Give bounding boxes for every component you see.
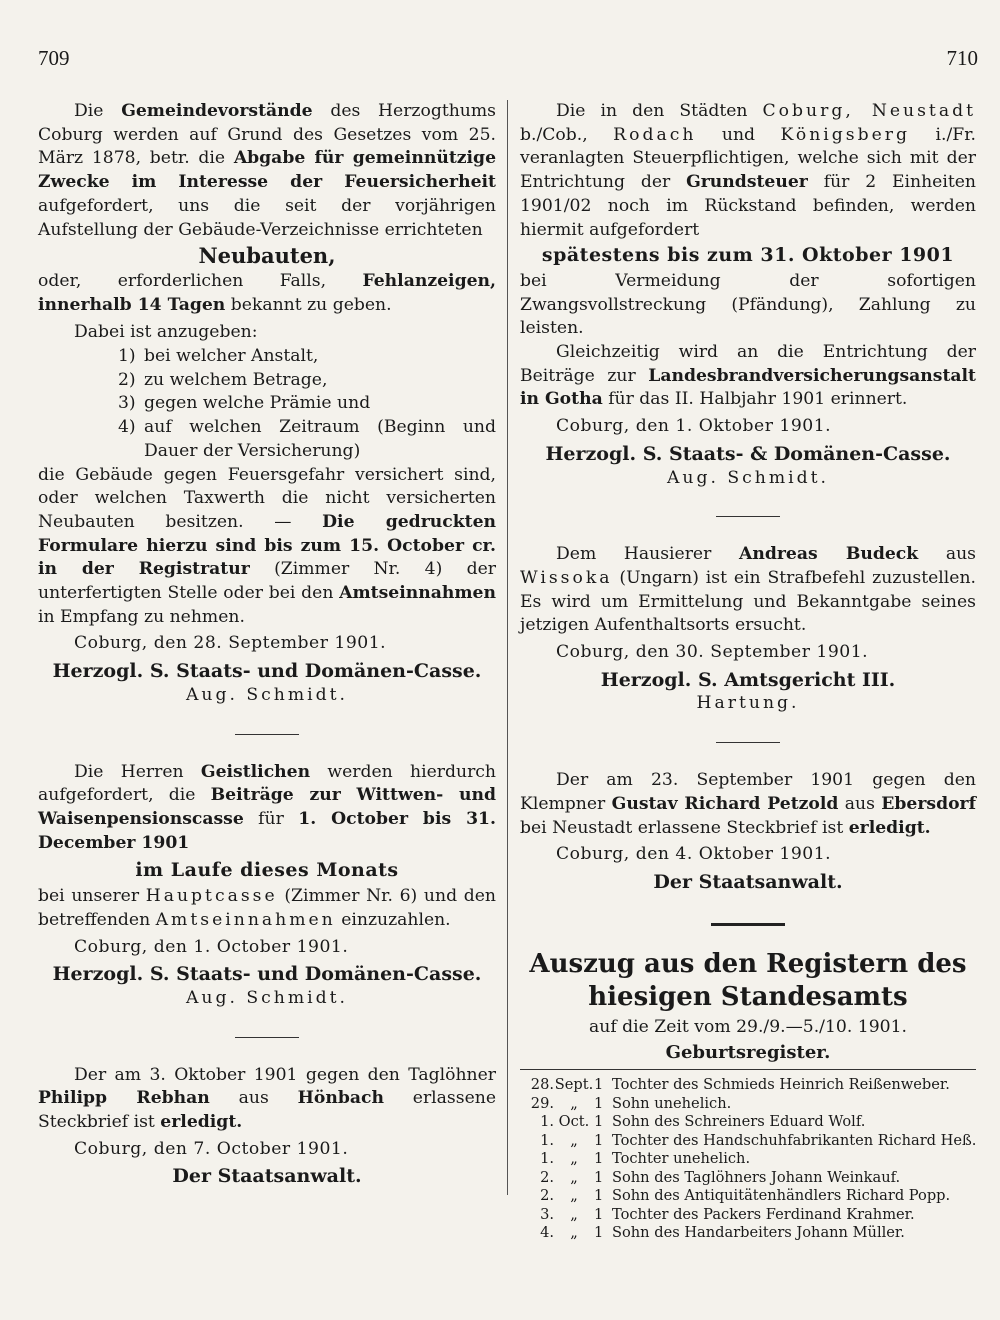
text: Der am 23. September 1901 gegen den Klempner [520, 770, 976, 814]
notice-paragraph [520, 543, 976, 638]
text: Die Herren [74, 761, 201, 782]
notice-budeck [520, 543, 976, 716]
text: Die in den Städten [556, 101, 763, 121]
notice-date: Coburg, den 1. Oktober 1901. [556, 416, 832, 437]
text: Gleichzeitig wird an die Entrichtung der Beiträge zur [520, 342, 976, 386]
text: (Zimmer Nr. 6) und den betreffenden [38, 886, 496, 930]
text: die Gebäude gegen Feuersgefahr versichert sind, oder welchen Taxwerth die nicht versicherten Neubauten besitzen. — [38, 464, 496, 532]
notice-paragraph: bei Vermeidung der sofortigen Zwangsvollstreckung (Pfändung), Zahlung zu leisten. [520, 270, 976, 339]
notice-paragraph [38, 1064, 496, 1135]
register-count: 1 [594, 1131, 604, 1149]
emphasis: Philipp Rebhan [38, 1088, 210, 1109]
signatory-name: Aug. Schmidt. [185, 684, 349, 705]
register-text: Sohn des Taglöhners Johann Weinkauf. [612, 1168, 901, 1186]
register-count: 1 [594, 1205, 604, 1223]
register-day: 1. [540, 1150, 554, 1168]
register-text: Tochter des Packers Ferdinand Krahmer. [612, 1205, 915, 1223]
text: erlassene Steckbrief ist [38, 1088, 496, 1133]
register-month: Oct. [558, 1113, 590, 1131]
list-item [118, 392, 496, 416]
list-number: 2) [118, 369, 136, 390]
register-count: 1 [594, 1094, 604, 1112]
text: in Empfang zu nehmen. [38, 606, 245, 627]
register-day: 29. [530, 1094, 554, 1112]
register-title: Auszug aus den Registern des hiesigen Standesamts [529, 948, 967, 1012]
emphasis: Ebersdorf [881, 793, 976, 814]
notice-signature: Herzogl. S. Staats- und Domänen-Casse. [52, 660, 482, 683]
spaced-text: Hauptcasse [145, 886, 278, 907]
notice-signature: Herzogl. S. Staats- & Domänen-Casse. [545, 442, 951, 465]
register-day: 2. [540, 1168, 554, 1186]
spaced-text: Rodach [613, 124, 697, 145]
text: oder, erforderlichen Falls, [38, 270, 363, 291]
notice-date: Coburg, den 1. October 1901. [74, 936, 349, 957]
register-month: „ [570, 1187, 578, 1205]
register-count: 1 [594, 1113, 604, 1131]
text: aus [838, 793, 882, 814]
register-text: Tochter des Handschuhfabrikanten Richard Heß. [612, 1131, 977, 1149]
emphasis: Beiträge zur Wittwen- und Waisenpensionscasse [38, 785, 496, 829]
page-number-left: 709 [38, 46, 70, 70]
text: Die [74, 101, 122, 121]
notice-signature: Herzogl. S. Amtsgericht III. [600, 668, 896, 691]
text: bei unserer [38, 886, 146, 907]
notice-paragraph [38, 464, 496, 630]
notice-petzold [520, 769, 976, 895]
spaced-text: Königsberg [780, 124, 911, 145]
list-intro: Dabei ist anzugeben: [74, 322, 258, 343]
register-month: „ [570, 1205, 578, 1223]
register-row [520, 1095, 976, 1114]
list-number: 1) [118, 346, 136, 367]
notice-signature: Der Staatsanwalt. [653, 870, 843, 893]
notice-paragraph [38, 885, 496, 932]
register-day: 1. [540, 1131, 554, 1149]
register-heading: Geburtsregister. [665, 1042, 831, 1064]
notice-geistliche [38, 761, 496, 1011]
separator [716, 516, 780, 517]
register-text: Tochter des Schmieds Heinrich Reißenweber. [612, 1076, 950, 1094]
register-month: Sept. [554, 1076, 594, 1094]
emphasis: Abgabe für gemeinnützige Zwecke im Interesse der Feuersicherheit [38, 148, 497, 193]
centered-heading: im Laufe dieses Monats [135, 859, 399, 882]
numbered-list [38, 345, 496, 464]
centered-heading: spätestens bis zum 31. Oktober 1901 [541, 244, 955, 267]
text: (Zimmer Nr. 4) der unterfertigten Stelle oder bei den [38, 559, 496, 604]
list-number: 4) [118, 417, 136, 438]
register-day: 1. [540, 1113, 554, 1131]
register-month: „ [570, 1094, 578, 1112]
register-text: Sohn des Handarbeiters Johann Müller. [612, 1224, 905, 1242]
register-count: 1 [594, 1150, 604, 1168]
register-count: 1 [594, 1224, 604, 1242]
emphasis: 1. October bis 31. December 1901 [38, 808, 497, 853]
register-month: „ [570, 1150, 578, 1168]
right-column [520, 100, 976, 1243]
notice-signature: Der Staatsanwalt. [172, 1165, 362, 1188]
text: für das II. Halbjahr 1901 erinnert. [602, 389, 908, 410]
emphasis: Gemeindevorstände [121, 101, 313, 121]
notice-paragraph [520, 769, 976, 840]
text: Dem Hausierer [556, 544, 739, 565]
notice-paragraph [520, 100, 976, 242]
emphasis: Gustav Richard Petzold [611, 793, 839, 814]
register-count: 1 [594, 1168, 604, 1186]
page-number-right: 710 [946, 46, 978, 70]
emphasis: Geistlichen [200, 761, 311, 782]
register-row [520, 1150, 976, 1169]
text: aufgefordert, uns die seit der vorjährigen Aufstellung der Gebäude-Verzeichnisse errichteten [38, 195, 496, 240]
register-row [520, 1076, 976, 1095]
emphasis: Amtseinnahmen [339, 583, 496, 604]
text: bei Neustadt erlassene Steckbrief ist [520, 817, 849, 838]
text: aus [918, 544, 976, 565]
list-text: gegen welche Prämie und [144, 393, 371, 414]
register-day: 28. [530, 1076, 554, 1094]
signatory-name: Hartung. [696, 693, 800, 714]
emphasis: Andreas Budeck [738, 544, 919, 565]
notice-date: Coburg, den 7. October 1901. [74, 1138, 349, 1159]
notice-rebhan [38, 1064, 496, 1190]
list-item [118, 345, 496, 369]
notice-paragraph [38, 100, 496, 242]
register-subtitle: auf die Zeit vom 29./9.—5./10. 1901. [589, 1016, 907, 1037]
register-row [520, 1169, 976, 1188]
register-section [520, 948, 976, 1243]
text: einzuzahlen. [335, 909, 451, 930]
register-day: 4. [540, 1224, 554, 1242]
emphasis: erledigt. [160, 1112, 243, 1133]
emphasis: Fehlanzeigen, innerhalb 14 Tagen [38, 270, 496, 315]
list-number: 3) [118, 393, 136, 414]
text: des Herzogthums Coburg werden auf Grund des Gesetzes vom 25. März 1878, betr. die [38, 101, 496, 169]
register-count: 1 [594, 1076, 604, 1094]
list-text: zu welchem Betrage, [144, 369, 328, 390]
register-list [520, 1076, 976, 1243]
text: und [696, 124, 781, 145]
register-text: Sohn des Schreiners Eduard Wolf. [612, 1113, 866, 1131]
text: aus [209, 1088, 298, 1109]
list-item [118, 369, 496, 393]
centered-heading: Neubauten, [198, 243, 336, 269]
section-separator [711, 923, 785, 926]
emphasis: Landesbrandversicherungsanstalt in Gotha [520, 365, 976, 410]
spaced-text: Wissoka [520, 567, 613, 588]
register-row [520, 1132, 976, 1151]
spaced-text: Coburg, Neustadt [762, 101, 976, 121]
notice-paragraph [38, 270, 496, 317]
signatory-name: Aug. Schmidt. [185, 987, 349, 1008]
column-divider [507, 100, 508, 1195]
register-month: „ [570, 1131, 578, 1149]
register-row [520, 1113, 976, 1132]
register-day: 3. [540, 1205, 554, 1223]
notice-paragraph [520, 341, 976, 412]
separator [235, 1037, 299, 1038]
signatory-name: Aug. Schmidt. [666, 467, 830, 488]
notice-paragraph [38, 761, 496, 856]
register-month: „ [570, 1168, 578, 1186]
notice-grundsteuer [520, 100, 976, 490]
register-month: „ [570, 1224, 578, 1242]
register-row [520, 1187, 976, 1206]
text: Der am 3. Oktober 1901 gegen den Taglöhner [74, 1064, 496, 1085]
spaced-text: Amtseinnahmen [155, 909, 336, 930]
notice-date: Coburg, den 30. September 1901. [556, 642, 869, 663]
emphasis: Die gedruckten Formulare hierzu sind bis zum 15. October cr. in der Registratur [38, 511, 496, 580]
text: bekannt zu geben. [225, 294, 392, 315]
register-text: Tochter unehelich. [612, 1150, 751, 1168]
left-column [38, 100, 496, 1189]
text: (Ungarn) ist ein Strafbefehl zuzustellen. Es wird um Ermittelung und Bekanntgabe seines jetzigen Aufenthaltsorts ersucht. [520, 567, 976, 636]
emphasis: erledigt. [848, 817, 931, 838]
text: für 2 Einheiten 1901/02 noch im Rückstand befinden, werden hiermit aufgefordert [520, 172, 976, 240]
notice-date: Coburg, den 28. September 1901. [74, 633, 387, 654]
list-text: bei welcher Anstalt, [144, 346, 319, 367]
notice-date: Coburg, den 4. Oktober 1901. [556, 844, 832, 865]
separator [716, 742, 780, 743]
notice-signature: Herzogl. S. Staats- und Domänen-Casse. [52, 963, 482, 986]
register-count: 1 [594, 1187, 604, 1205]
notice-gemeindevorstaende [38, 100, 496, 708]
text: für [243, 808, 299, 829]
emphasis: Grundsteuer [686, 172, 808, 193]
list-item [118, 416, 496, 463]
separator [235, 734, 299, 735]
register-text: Sohn unehelich. [612, 1094, 732, 1112]
text: werden hierdurch aufgefordert, die [38, 761, 496, 806]
text: b./Cob., [520, 124, 614, 145]
emphasis: Hönbach [297, 1088, 384, 1109]
register-row [520, 1206, 976, 1225]
text: i./Fr. veranlagten Steuerpflichtigen, welche sich mit der Entrichtung der [520, 124, 976, 193]
register-text: Sohn des Antiquitätenhändlers Richard Popp. [612, 1187, 951, 1205]
list-text: auf welchen Zeitraum (Beginn und Dauer der Versicherung) [144, 417, 496, 461]
register-rule [520, 1069, 976, 1070]
register-row [520, 1224, 976, 1243]
register-day: 2. [540, 1187, 554, 1205]
